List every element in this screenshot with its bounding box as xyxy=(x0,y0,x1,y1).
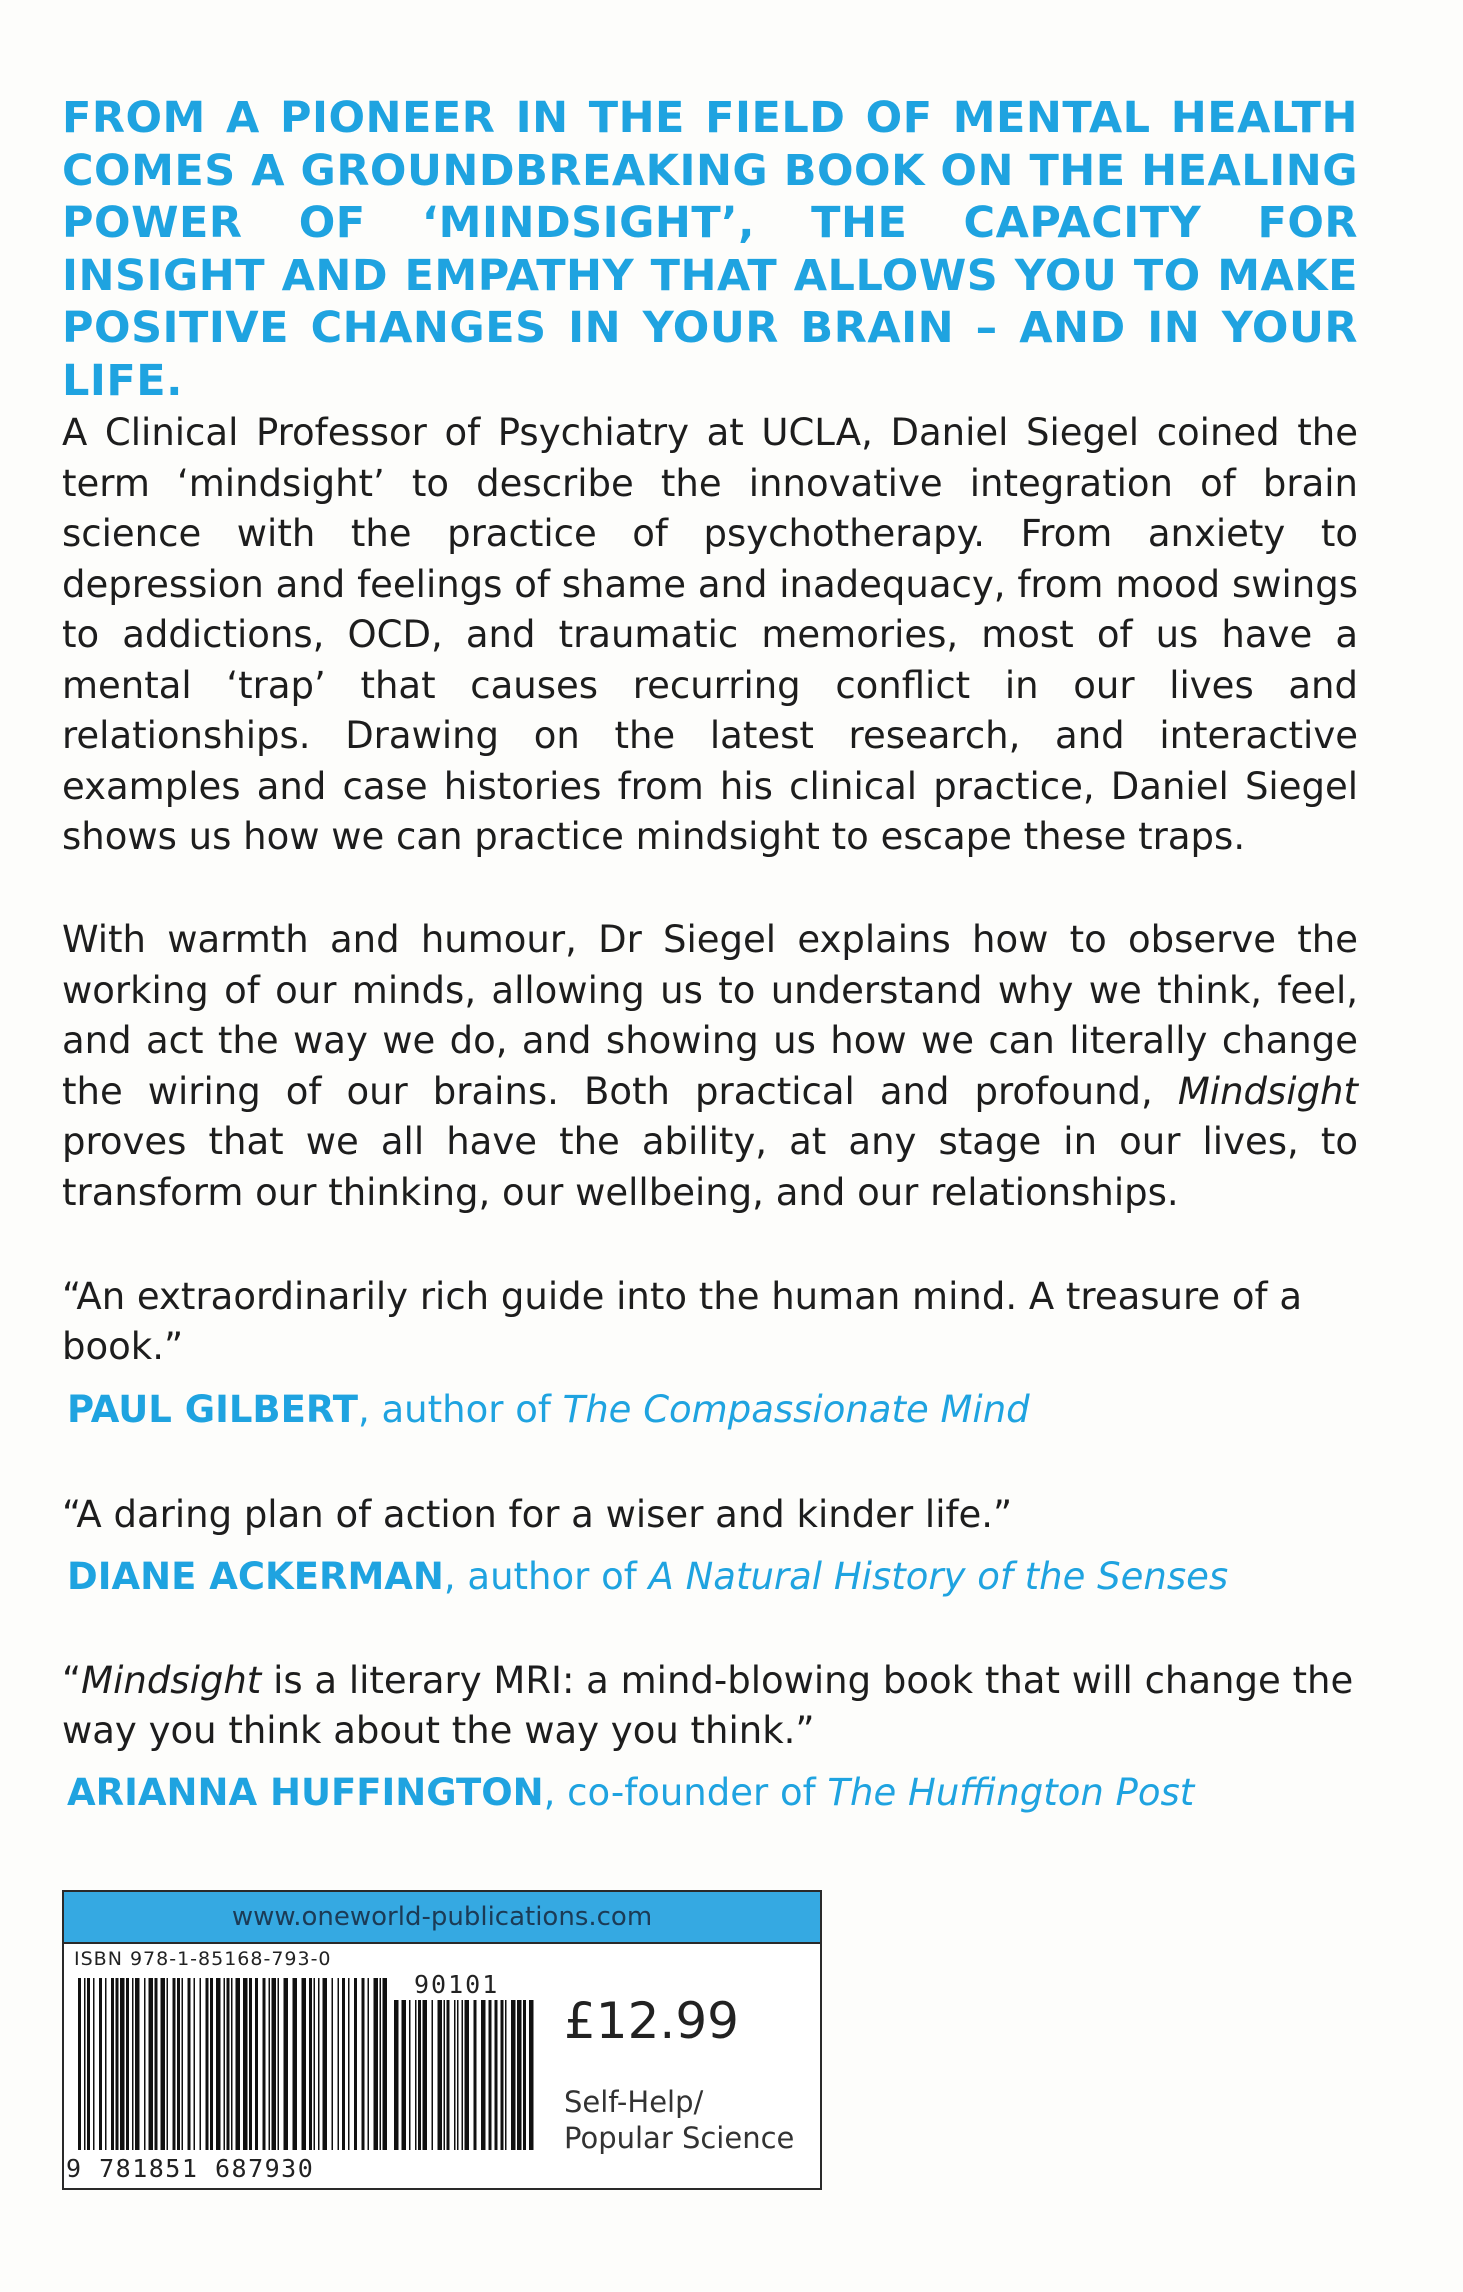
barcode-bar xyxy=(206,1978,209,2150)
barcode-bar xyxy=(111,1978,114,2150)
barcode-bar xyxy=(432,2000,434,2150)
barcode-bar xyxy=(173,1978,176,2150)
headline-blurb: FROM A PIONEER IN THE FIELD OF MENTAL HEALTH COMES A GROUNDBREAKING BOOK ON THE HEALING POWER OF ‘MINDSIGHT’, THE CAPACITY FOR INSIGHT AND EMPATHY THAT ALLOWS YOU TO MAKE POSITIVE CHANGES IN YOUR BRAIN – AND IN YOUR LIFE. xyxy=(62,93,1358,406)
paragraph-2-text-start: With warmth and humour, Dr Siegel explains how to observe the working of our minds, allowing us to understand why we think, feel, and act the way we do, and showing us how we can literally change the wiring of our brains. Both practical and profound, xyxy=(62,918,1358,1113)
barcode-bar xyxy=(182,1978,184,2150)
barcode-bar xyxy=(93,1978,95,2150)
review-quote-3 xyxy=(62,1656,1362,1756)
barcode-bar xyxy=(474,2000,477,2150)
barcode-bar xyxy=(224,1978,226,2150)
barcode-bar xyxy=(84,1978,86,2150)
barcode-bar xyxy=(332,1978,334,2150)
barcode-bar xyxy=(447,2000,450,2150)
review-attribution-2 xyxy=(67,1552,1228,1602)
barcode-bar xyxy=(309,1978,312,2150)
quote-3-text: is a literary MRI: a mind-blowing book that will change the way you think about the way you think.” xyxy=(62,1659,1354,1752)
barcode-bar xyxy=(438,2000,443,2150)
barcode-bar xyxy=(517,2000,522,2150)
barcode-bar xyxy=(323,1978,328,2150)
description-paragraph-2 xyxy=(62,915,1358,1218)
barcode-bar xyxy=(348,1978,350,2150)
barcode-bar xyxy=(505,2000,507,2150)
barcode-bar xyxy=(418,2000,421,2150)
barcode-bar xyxy=(529,2000,534,2150)
barcode-bar xyxy=(236,1978,241,2150)
barcode-bar xyxy=(354,1978,357,2150)
addon-barcode-bars xyxy=(394,2000,534,2150)
barcode-bar xyxy=(465,2000,470,2150)
barcode-bar xyxy=(338,1978,340,2150)
barcode-bar xyxy=(227,1978,230,2150)
barcode-bar xyxy=(263,1978,266,2150)
barcode-bar xyxy=(454,2000,456,2150)
barcode-bar xyxy=(368,1978,370,2150)
barcode-bar xyxy=(342,1978,345,2150)
barcode-bar xyxy=(278,1978,280,2150)
barcode-bar xyxy=(144,1978,146,2150)
barcode-bar xyxy=(210,1978,213,2150)
barcode-bar xyxy=(423,2000,428,2150)
barcode-bar xyxy=(155,1978,158,2150)
barcode-bar xyxy=(511,2000,516,2150)
barcode-bar xyxy=(167,1978,169,2150)
reviewer-name-3: ARIANNA HUFFINGTON xyxy=(67,1771,544,1814)
barcode-bar xyxy=(284,1978,289,2150)
price-label: £12.99 xyxy=(564,1992,739,2050)
barcode-bar xyxy=(120,1978,125,2150)
isbn-label: ISBN 978-1-85168-793-0 xyxy=(74,1948,332,1970)
reviewer-role-1: , author of xyxy=(357,1388,563,1431)
barcode-bar xyxy=(383,1978,388,2150)
barcode-bar xyxy=(481,2000,486,2150)
review-quote-1: “An extraordinarily rich guide into the human mind. A treasure of a book.” xyxy=(62,1275,1303,1368)
barcode-bar xyxy=(409,2000,411,2150)
reviewer-work-2: A Natural History of the Senses xyxy=(648,1555,1229,1598)
barcode-bar xyxy=(402,2000,407,2150)
reviewer-role-3: , co-founder of xyxy=(543,1771,828,1814)
barcode-bar xyxy=(489,2000,492,2150)
ean-barcode-bars xyxy=(78,1978,388,2150)
reviewer-work-1: The Compassionate Mind xyxy=(562,1388,1030,1431)
quote-3-open-mark: “ xyxy=(62,1659,82,1702)
barcode-bar xyxy=(415,2000,417,2150)
review-attribution-3 xyxy=(67,1768,1194,1818)
barcode-bar xyxy=(318,1978,320,2150)
barcode-bar xyxy=(374,1978,379,2150)
barcode-bar xyxy=(380,1978,382,2150)
barcode-bar xyxy=(135,1978,140,2150)
barcode-bar xyxy=(161,1978,166,2150)
barcode-bar xyxy=(501,2000,504,2150)
description-paragraph-1: A Clinical Professor of Psychiatry at UCLA, Daniel Siegel coined the term ‘mindsight’ to describe the innovative integration of brain science with the practice of psychotherapy. From anxiety to depression and feelings of shame and inadequacy, from mood swings to addictions, OCD, and traumatic memories, most of us have a mental ‘trap’ that causes recurring conflict in our lives and relationships. Drawing on the latest research, and interactive examples and case histories from his clinical practice, Daniel Siegel shows us how we can practice mindsight to escape these traps. xyxy=(62,411,1358,858)
reviewer-name-1: PAUL GILBERT xyxy=(67,1388,358,1431)
barcode-bar xyxy=(255,1978,258,2150)
barcode-bar xyxy=(249,1978,252,2150)
paragraph-2-text-end: proves that we all have the ability, at any stage in our lives, to transform our thinking, our wellbeing, and our relationships. xyxy=(62,1120,1358,1214)
barcode-addon-number: 90101 xyxy=(414,1970,500,1999)
barcode-bar xyxy=(362,1978,365,2150)
review-attribution-1 xyxy=(67,1385,1030,1435)
barcode-bar xyxy=(462,2000,464,2150)
barcode-digits: 9 781851 687930 xyxy=(66,2154,315,2183)
barcode-bar xyxy=(87,1978,90,2150)
barcode-bar xyxy=(243,1978,248,2150)
quote-3-book-title: Mindsight xyxy=(81,1659,262,1702)
reviewer-work-3: The Huffington Post xyxy=(827,1771,1195,1814)
review-quote-2: “A daring plan of action for a wiser and kinder life.” xyxy=(62,1493,1013,1536)
barcode-bar xyxy=(269,1978,271,2150)
barcode-bar xyxy=(132,1978,134,2150)
barcode-bar xyxy=(200,1978,202,2150)
barcode-bar xyxy=(302,1978,307,2150)
reviewer-name-2: DIANE ACKERMAN xyxy=(67,1555,444,1598)
barcode-bar xyxy=(272,1978,277,2150)
barcode-bar xyxy=(177,1978,180,2150)
barcode-bar xyxy=(99,1978,102,2150)
barcode-bar xyxy=(105,1978,107,2150)
barcode-bar xyxy=(149,1978,154,2150)
barcode-bar xyxy=(394,2000,399,2150)
barcode-bar xyxy=(126,1978,129,2150)
barcode-bar xyxy=(194,1978,196,2150)
barcode-bar xyxy=(444,2000,446,2150)
barcode-bar xyxy=(188,1978,191,2150)
paragraph-2-book-title: Mindsight xyxy=(1177,1069,1358,1113)
barcode-bar xyxy=(495,2000,498,2150)
barcode-block xyxy=(62,1890,822,2190)
barcode-bar xyxy=(78,1978,81,2150)
barcode-bar xyxy=(523,2000,526,2150)
barcode-bar xyxy=(457,2000,459,2150)
category-label: Self-Help/ Popular Science xyxy=(564,2085,795,2155)
barcode-bar xyxy=(314,1978,316,2150)
barcode-bar xyxy=(216,1978,221,2150)
barcode-bar xyxy=(231,1978,233,2150)
publisher-url: www.oneworld-publications.com xyxy=(64,1892,820,1944)
barcode-bar xyxy=(116,1978,119,2150)
reviewer-role-2: , author of xyxy=(443,1555,649,1598)
barcode-bar xyxy=(293,1978,298,2150)
